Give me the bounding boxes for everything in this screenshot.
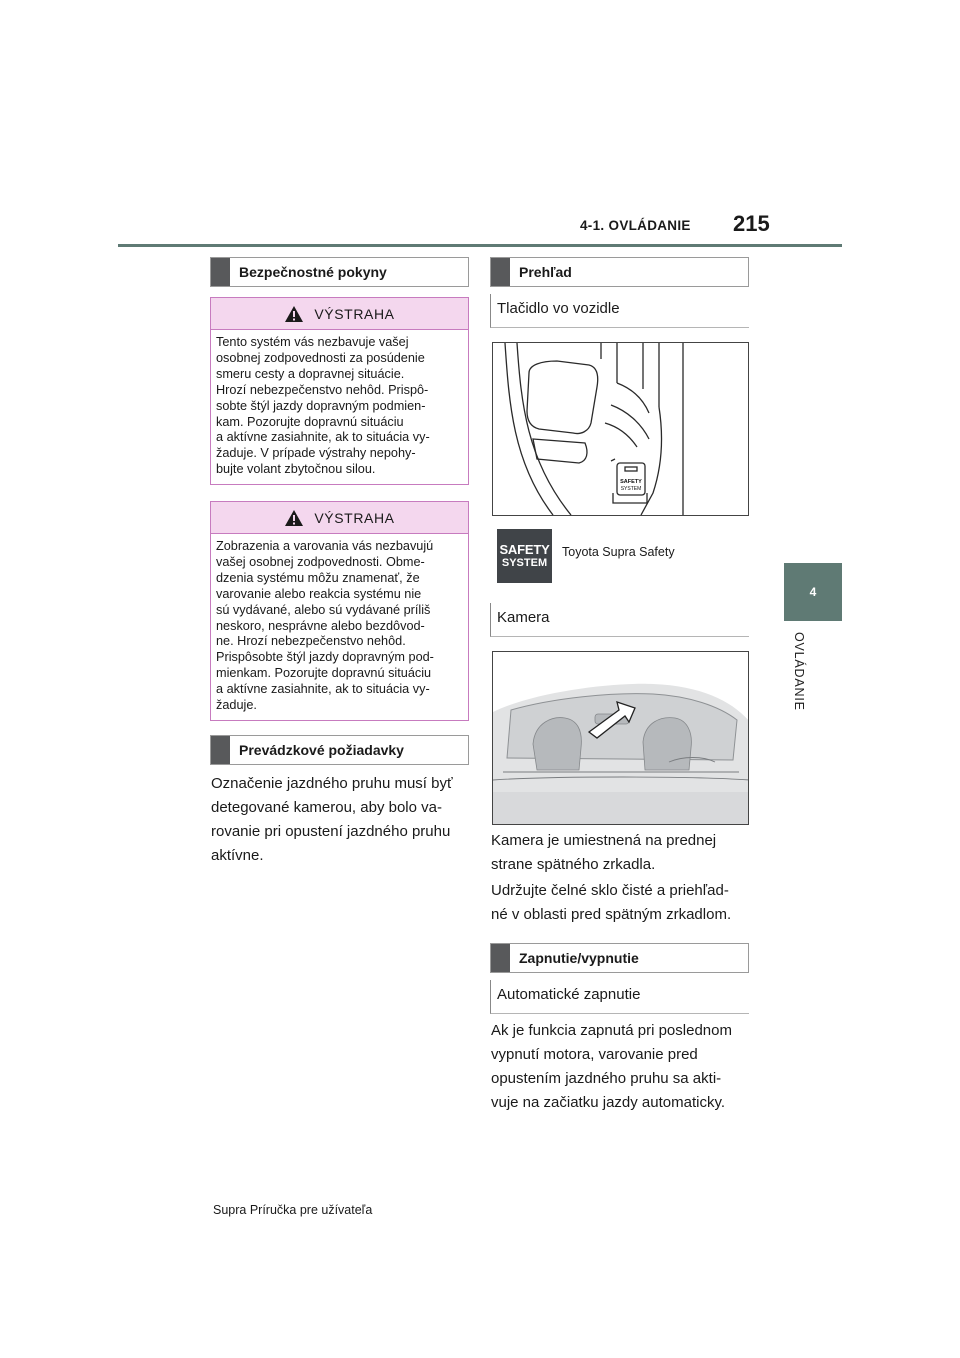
subhead-auto: Automatické zapnutie bbox=[490, 980, 749, 1014]
button-illustration bbox=[492, 342, 749, 516]
heading-text: Prevádzkové požiadavky bbox=[239, 742, 404, 758]
warning-triangle-icon bbox=[284, 305, 304, 323]
warning-title: VÝSTRAHA bbox=[314, 305, 395, 322]
text-line: vuje na začiatku jazdy automaticky. bbox=[491, 1094, 726, 1111]
warning-line: ne. Hrozí nebezpečenstvo nehôd. bbox=[216, 634, 406, 649]
chapter-title: 4-1. OVLÁDANIE bbox=[580, 218, 691, 233]
chapter-tab bbox=[784, 563, 842, 621]
heading-marker bbox=[491, 944, 510, 972]
warning-box-1 bbox=[210, 297, 469, 485]
auto-paragraph bbox=[491, 1019, 753, 1115]
warning-body bbox=[211, 330, 468, 478]
warning-line: mienkam. Pozorujte dopravnú situáciu bbox=[216, 666, 432, 681]
warning-line: Hrozí nebezpečenstvo nehôd. Prispô- bbox=[216, 382, 429, 397]
camera-paragraph-1 bbox=[491, 829, 753, 877]
text-line: Ak je funkcia zapnutá pri poslednom bbox=[491, 1022, 732, 1039]
text-line: strane spätného zrkadla. bbox=[491, 856, 656, 873]
text-line: vypnutí motora, varovanie pred bbox=[491, 1046, 698, 1063]
heading-text: Prehľad bbox=[519, 264, 572, 280]
text-line: né v oblasti pred spätným zrkadlom. bbox=[491, 906, 732, 923]
warning-line: a aktívne zasiahnite, ak to situácia vy- bbox=[216, 682, 430, 697]
warning-line: bujte volant zbytočnou silou. bbox=[216, 462, 376, 477]
warning-line: žaduje. V prípade výstrahy nepohy- bbox=[216, 446, 416, 461]
warning-line: smeru cesty a dopravnej situácie. bbox=[216, 366, 405, 381]
warning-line: Zobrazenia a varovania vás nezbavujú bbox=[216, 539, 434, 553]
section-heading-safety bbox=[210, 257, 469, 287]
windshield-camera-drawing bbox=[493, 652, 749, 825]
safety-system-badge-icon bbox=[497, 529, 552, 583]
warning-header bbox=[211, 502, 468, 534]
text-line: Označenie jazdného pruhu musí byť bbox=[211, 775, 453, 792]
badge-caption: Toyota Supra Safety bbox=[562, 545, 675, 559]
heading-marker bbox=[211, 736, 230, 764]
warning-line: a aktívne zasiahnite, ak to situácia vy- bbox=[216, 430, 430, 445]
warning-box-2 bbox=[210, 501, 469, 721]
heading-marker bbox=[211, 258, 230, 286]
requirements-paragraph bbox=[211, 772, 473, 868]
warning-title: VÝSTRAHA bbox=[314, 509, 395, 526]
warning-line: neskoro, nesprávne alebo bezdôvod- bbox=[216, 618, 425, 633]
warning-line: sobte štýl jazdy dopravným podmien- bbox=[216, 398, 426, 413]
section-heading-requirements bbox=[210, 735, 469, 765]
warning-line: osobnej zodpovednosti za posúdenie bbox=[216, 350, 425, 365]
badge-line1: SAFETY bbox=[499, 541, 550, 557]
section-heading-onoff bbox=[490, 943, 749, 973]
chapter-tab-label: OVLÁDANIE bbox=[792, 632, 806, 711]
text-line: Udržujte čelné sklo čisté a priehľad- bbox=[491, 882, 729, 899]
chapter-tab-number: 4 bbox=[809, 585, 817, 599]
text-line: aktívne. bbox=[211, 847, 264, 864]
text-line: detegované kamerou, aby bolo va- bbox=[211, 799, 442, 816]
header-rule bbox=[118, 244, 842, 247]
heading-text: Bezpečnostné pokyny bbox=[239, 264, 387, 280]
page-number: 215 bbox=[733, 211, 770, 236]
subhead-camera: Kamera bbox=[490, 603, 749, 637]
heading-marker bbox=[491, 258, 510, 286]
text-line: rovanie pri opustení jazdného pruhu bbox=[211, 823, 451, 840]
text-line: opustením jazdného pruhu sa akti- bbox=[491, 1070, 722, 1087]
page-footer: Supra Príručka pre užívateľa bbox=[213, 1203, 373, 1217]
subhead-button: Tlačidlo vo vozidle bbox=[490, 294, 749, 328]
button-label-line1: SAFETY bbox=[620, 479, 642, 485]
warning-triangle-icon bbox=[284, 509, 304, 527]
badge-line2: SYSTEM bbox=[501, 556, 548, 569]
warning-line: Prispôsobte štýl jazdy dopravným pod- bbox=[216, 650, 434, 665]
warning-line: žaduje. bbox=[216, 698, 257, 713]
warning-line: Tento systém vás nezbavuje vašej bbox=[216, 335, 409, 349]
center-console-drawing bbox=[493, 343, 749, 516]
camera-paragraph-2 bbox=[491, 879, 753, 927]
warning-line: varovanie alebo reakcia systému nie bbox=[216, 586, 422, 601]
heading-text: Zapnutie/vypnutie bbox=[519, 950, 639, 966]
text-line: Kamera je umiestnená na prednej bbox=[491, 832, 717, 849]
warning-header bbox=[211, 298, 468, 330]
warning-line: vašej osobnej zodpovednosti. Obme- bbox=[216, 554, 425, 569]
section-heading-overview bbox=[490, 257, 749, 287]
warning-line: kam. Pozorujte dopravnú situáciu bbox=[216, 414, 404, 429]
camera-illustration bbox=[492, 651, 749, 825]
warning-line: dzenia systému môžu znamenať, že bbox=[216, 570, 420, 585]
warning-body bbox=[211, 534, 468, 714]
button-label-line2: SYSTEM bbox=[620, 486, 642, 492]
warning-line: sú vydávané, alebo sú vydávané príliš bbox=[216, 602, 431, 617]
